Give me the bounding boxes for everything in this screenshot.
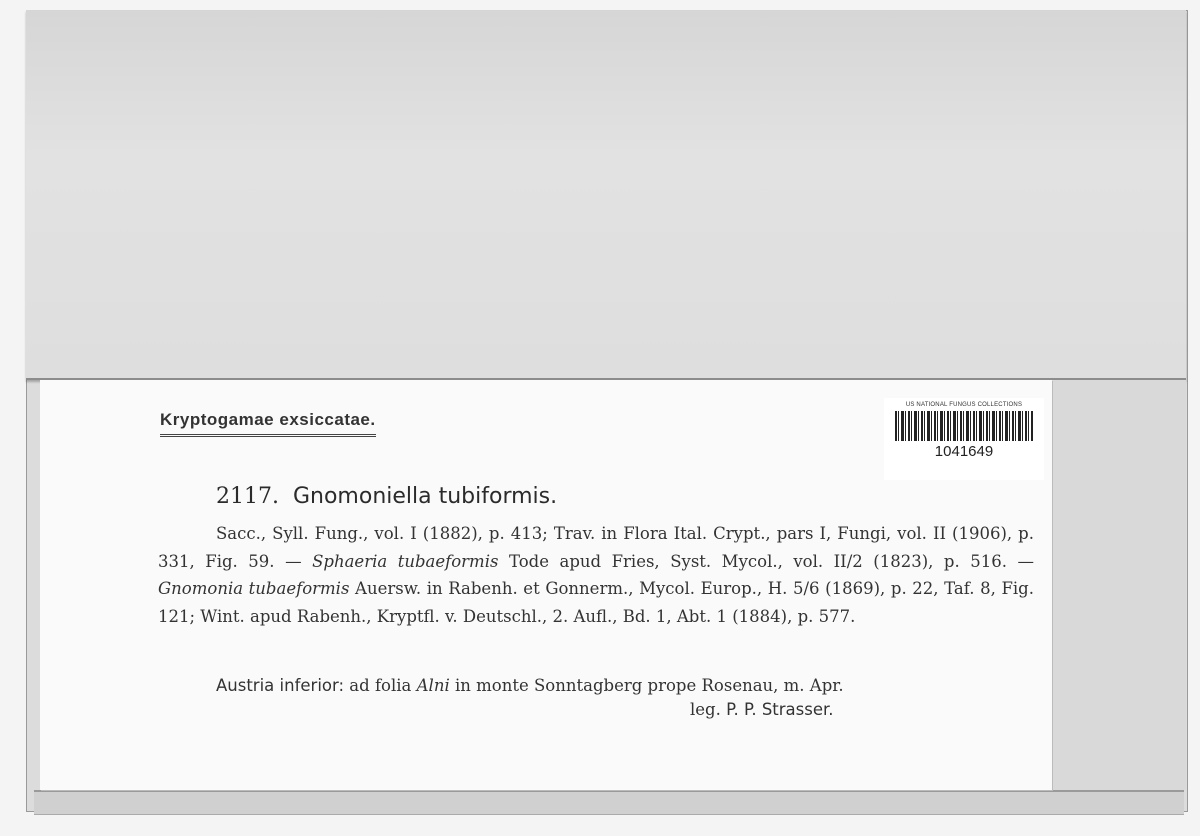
locality-text-2: in monte Sonntagberg prope Rosenau, m. Apr. — [449, 676, 844, 695]
specimen-number: 2117. — [216, 484, 279, 509]
specimen-name: Gnomoniella tubiformis. — [292, 484, 558, 509]
series-title: Kryptogamae exsiccatae. — [160, 410, 376, 437]
collector-prefix: leg. — [690, 700, 727, 719]
barcode-header: US NATIONAL FUNGUS COLLECTIONS — [905, 402, 1023, 408]
citation-text — [158, 520, 1034, 630]
collector-name: P. P. Strasser. — [726, 700, 834, 719]
specimen-label — [40, 380, 1052, 790]
collector-line — [690, 700, 834, 719]
locality-text-1: ad folia — [344, 676, 417, 695]
synonym-1: Sphaeria tubaeformis — [312, 551, 499, 571]
citation-part-3: Auersw. in Rabenh. et Gonnerm., Mycol. Europ., H. 5/6 (1869), p. 22, Taf. 8, Fig. 121; Wint. apud Rabenh., Kryptfl. v. Deutschl., 2. Aufl., Bd. 1, Abt. 1 (1884), p. 577. — [158, 579, 1034, 626]
locality-region: Austria inferior: — [216, 676, 345, 695]
packet-bottom-edge — [34, 790, 1184, 815]
barcode-number: 1041649 — [934, 443, 994, 460]
barcode-icon — [895, 411, 1033, 441]
citation-part-1: Sacc., Syll. Fung., vol. I (1882), p. 413; Trav. in Flora Ital. Crypt., pars I, Fungi, vol. II (1906), p. 331, Fig. 59. — — [158, 524, 1034, 571]
locality-text — [216, 672, 1034, 699]
citation-part-2: Tode apud Fries, Syst. Mycol., vol. II/2 (1823), p. 516. — — [498, 551, 1034, 571]
packet-flap — [26, 10, 1186, 380]
specimen-title — [216, 484, 557, 509]
synonym-2: Gnomonia tubaeformis — [158, 579, 350, 598]
packet-side — [1052, 380, 1186, 790]
barcode-sticker — [884, 398, 1044, 480]
host-plant: Alni — [416, 676, 450, 695]
